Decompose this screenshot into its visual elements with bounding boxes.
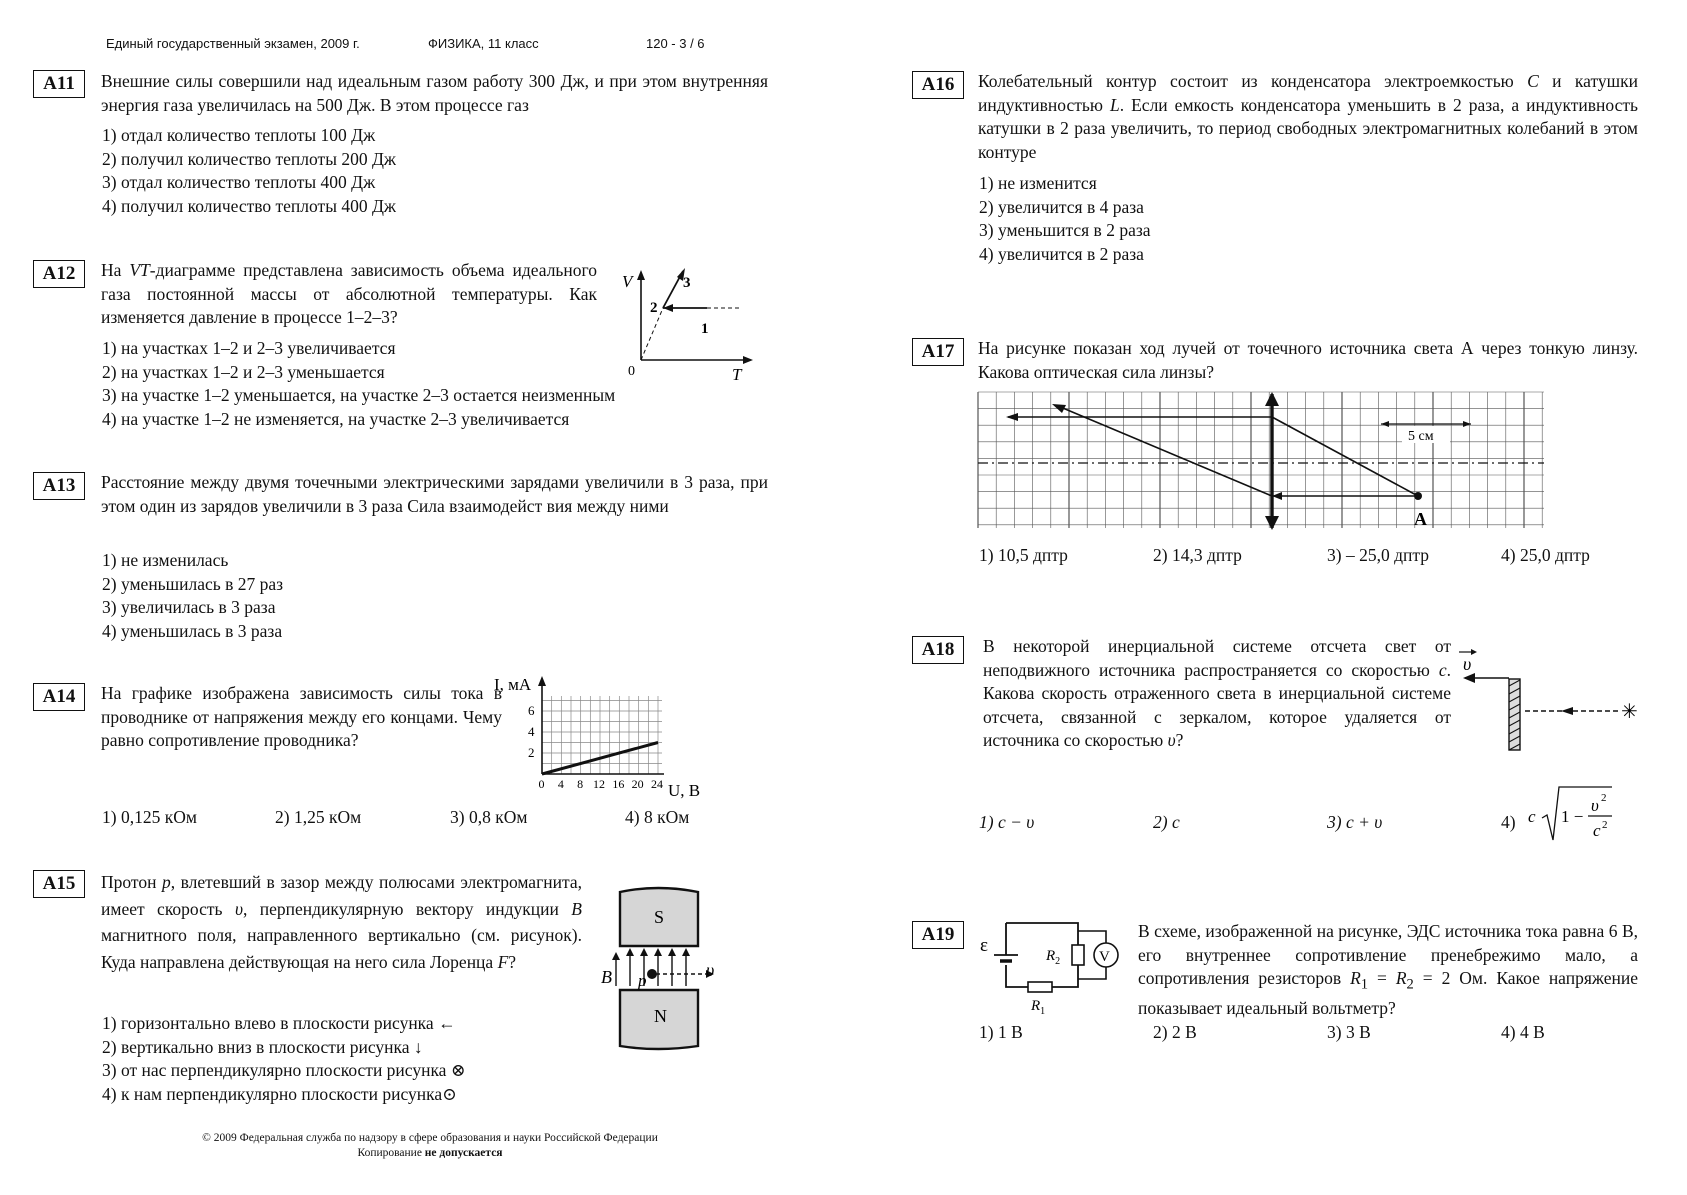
option-a17-2[interactable]: 2) 14,3 дптр (1153, 545, 1242, 565)
option-a18-1[interactable]: 1) c − υ (979, 812, 1035, 832)
options-a11 (102, 124, 396, 218)
option-a11-2[interactable]: 2) получил количество теплоты 200 Дж (102, 148, 396, 169)
option-a15-2[interactable]: 2) вертикально вниз в плоскости рисунка ↓ (102, 1036, 423, 1057)
header-exam: Единый государственный экзамен, 2009 г. (106, 36, 360, 51)
question-label-a19: A19 (912, 921, 964, 949)
option-a15-3[interactable]: 3) от нас перпендикулярно плоскости рисунка ⊗ (102, 1060, 466, 1080)
option-a13-4[interactable]: 4) уменьшилась в 3 раза (102, 620, 283, 641)
voltmeter-label: V (1099, 949, 1110, 965)
option-a17-1[interactable]: 1) 10,5 дптр (979, 545, 1068, 565)
chart-x-tick-label: 4 (557, 777, 564, 791)
svg-text:2: 2 (1601, 792, 1607, 804)
option-a19-4[interactable]: 4) 4 В (1501, 1022, 1545, 1042)
vt-point-3: 3 (683, 275, 691, 291)
chart-xlabel: U, В (668, 781, 701, 800)
option-a14-1[interactable]: 1) 0,125 кОм (102, 807, 197, 827)
chart-x-tick-label: 24 (651, 777, 663, 791)
figure-v-label: υ (706, 960, 715, 980)
svg-text:1 −: 1 − (1561, 807, 1584, 826)
vt-origin: 0 (628, 364, 635, 379)
svg-text:c: c (1593, 821, 1601, 840)
figure-p-label: p (638, 971, 647, 990)
svg-text:c: c (1528, 807, 1536, 826)
question-text-a19: В схеме, изображенной на рисунке, ЭДС источника тока равна 6 В, его внутреннее сопротивление пренебрежимо мало, а сопротивления резисторов $R_1 = R_2 = 2$ Ом. Какое напряжение показывает идеальный вольтметр? (1138, 921, 1639, 1018)
option-a19-2[interactable]: 2) 2 В (1153, 1022, 1197, 1042)
pole-s: S (654, 907, 665, 927)
footer (150, 1131, 710, 1161)
circuit-figure (978, 915, 1118, 1015)
question-label-a13: A13 (33, 472, 85, 500)
question-label-a17: A17 (912, 338, 964, 366)
option-a12-2[interactable]: 2) на участках 1–2 и 2–3 уменьшается (102, 361, 385, 382)
option-a12-4[interactable]: 4) на участке 1–2 не изменяется, на участке 2–3 увеличивается (102, 408, 570, 429)
question-label-a16: A16 (912, 71, 964, 99)
chart-x-tick-label: 12 (593, 777, 605, 791)
svg-text:2: 2 (1602, 819, 1608, 831)
point-a-label: A (1414, 509, 1427, 529)
question-text-a18: В некоторой инерциальной системе отсчета свет от неподвижного источника распространяется со скоростью c. Какова скорость отраженного света в инерциальной системе отсчета, связанной с зеркалом, которое удаляется от источника со скоростью υ? (983, 636, 1451, 750)
option-a15-4[interactable]: 4) к нам перпендикулярно плоскости рисунка⊙ (102, 1083, 457, 1104)
question-text-a13: Расстояние между двумя точечными электрическими зарядами увеличили в 3 раза, при этом один из зарядов увеличили в 3 раза Сила взаимодейст вия между ними (101, 472, 768, 516)
option-a18-4-formula (1526, 784, 1616, 846)
electromagnet-figure (598, 882, 728, 1057)
chart-x-tick-label: 8 (577, 777, 584, 791)
footer-copyright: © 2009 Федеральная служба по надзору в сфере образования и науки Российской Федерации (202, 1132, 658, 1144)
light-source-star: ✳ (1621, 701, 1638, 723)
option-a16-2[interactable]: 2) увеличится в 4 раза (979, 196, 1144, 217)
question-label-a11: A11 (33, 70, 85, 98)
options-a12 (102, 337, 615, 431)
option-a18-2[interactable]: 2) c (1153, 812, 1180, 832)
option-a13-2[interactable]: 2) уменьшилась в 27 раз (102, 573, 284, 594)
option-a11-3[interactable]: 3) отдал количество теплоты 400 Дж (102, 172, 376, 192)
current-voltage-chart (494, 675, 745, 800)
option-a18-4[interactable]: 4) (1501, 812, 1516, 832)
option-a19-3[interactable]: 3) 3 В (1327, 1022, 1371, 1042)
option-a16-4[interactable]: 4) увеличится в 2 раза (979, 243, 1144, 264)
header-subject: ФИЗИКА, 11 класс (428, 36, 539, 51)
chart-x-tick-label: 0 (538, 777, 545, 791)
option-a13-1[interactable]: 1) не изменилась (102, 550, 229, 570)
option-a13-3[interactable]: 3) увеличилась в 3 раза (102, 597, 276, 617)
lens-figure (978, 392, 1548, 532)
vt-diagram (615, 268, 760, 383)
option-a16-3[interactable]: 3) уменьшится в 2 раза (979, 220, 1151, 240)
options-a16 (979, 172, 1151, 266)
option-a11-4[interactable]: 4) получил количество теплоты 400 Дж (102, 195, 396, 216)
chart-ylabel: I, мА (494, 675, 532, 694)
option-a18-3[interactable]: 3) c + υ (1327, 812, 1383, 832)
mirror-figure (1455, 640, 1645, 755)
pole-n: N (654, 1006, 667, 1026)
option-a12-3[interactable]: 3) на участке 1–2 уменьшается, на участке 2–3 остается неизменным (102, 385, 616, 405)
option-a17-4[interactable]: 4) 25,0 дптр (1501, 545, 1590, 565)
option-a14-4[interactable]: 4) 8 кОм (625, 807, 690, 827)
vt-point-1: 1 (701, 321, 709, 337)
question-label-a14: A14 (33, 683, 85, 711)
svg-text:υ: υ (1591, 796, 1599, 815)
option-a11-1[interactable]: 1) отдал количество теплоты 100 Дж (102, 125, 376, 145)
option-a17-3[interactable]: 3) – 25,0 дптр (1327, 545, 1429, 565)
scale-label: 5 см (1408, 429, 1434, 444)
options-a15 (102, 1012, 466, 1106)
option-a16-1[interactable]: 1) не изменится (979, 173, 1097, 193)
header-page: 120 - 3 / 6 (646, 36, 705, 51)
question-text-a11: Внешние силы совершили над идеальным газом работу 300 Дж, и при этом внутренняя энергия газа увеличилась на 500 Дж. В этом процессе газ (101, 71, 768, 115)
option-a19-1[interactable]: 1) 1 В (979, 1022, 1023, 1042)
question-text-a15: Протон p, влетевший в зазор между полюсами электромагнита, имеет скорость υ, перпендикулярную вектору индукции B магнитного поля, направленного вертикально (см. рисунок). Куда направлена действующая на него сила Лоренца F? (101, 872, 582, 972)
question-text-a17: На рисунке показан ход лучей от точечного источника света А через тонкую линзу. Какова оптическая сила линзы? (978, 338, 1638, 382)
option-a15-1[interactable]: 1) горизонтально влево в плоскости рисунка ← (102, 1013, 456, 1033)
option-a14-2[interactable]: 2) 1,25 кОм (275, 807, 362, 827)
question-text-a12: На VT-диаграмме представлена зависимость объема идеального газа постоянной массы от абсолютной температуры. Как изменяется давление в процессе 1–2–3? (101, 260, 598, 327)
vt-axis-v: V (622, 272, 633, 291)
mirror-v-label: υ (1463, 654, 1472, 674)
figure-b-label: B (601, 967, 612, 987)
chart-y-tick-label: 2 (528, 745, 535, 760)
vt-point-2: 2 (650, 300, 658, 316)
question-label-a18: A18 (912, 636, 964, 664)
question-text-a14: На графике изображена зависимость силы тока в проводнике от напряжения между его концами. Чему равно сопротивление проводника? (101, 683, 502, 750)
question-text-a16: Колебательный контур состоит из конденсатора электроемкостью C и катушки индуктивностью L. Если емкость конденсатора уменьшить в 2 раза, а индуктивность катушки в 2 раза увеличить, то период свободных электромагнитных колебаний в этом контуре (978, 71, 1639, 162)
question-label-a12: A12 (33, 260, 85, 288)
question-label-a15: A15 (33, 870, 85, 898)
footer-copy-note: Копирование не допускается (357, 1147, 503, 1159)
option-a14-3[interactable]: 3) 0,8 кОм (450, 807, 528, 827)
r1-label: $R_1$ (1031, 998, 1046, 1017)
chart-x-tick-label: 16 (612, 777, 625, 791)
chart-x-tick-label: 20 (631, 777, 644, 791)
r2-label: $R_2$ (1046, 948, 1061, 967)
chart-y-tick-label: 6 (528, 703, 535, 718)
option-a12-1[interactable]: 1) на участках 1–2 и 2–3 увеличивается (102, 338, 396, 358)
options-a13 (102, 549, 283, 643)
vt-axis-t: T (732, 365, 742, 384)
chart-y-tick-label: 4 (528, 724, 535, 739)
emf-label: ε (980, 935, 988, 956)
